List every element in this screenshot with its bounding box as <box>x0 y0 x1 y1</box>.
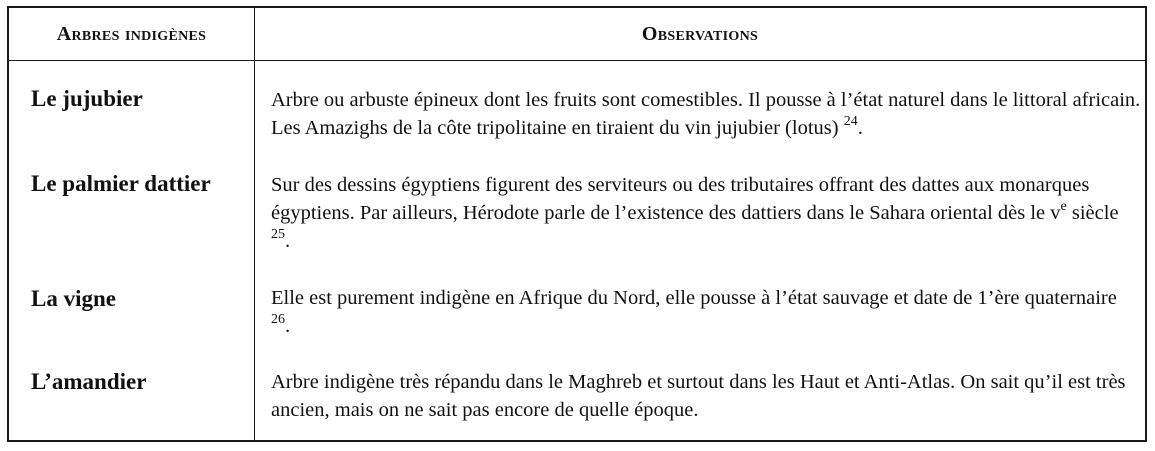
observation-text: Arbre ou arbuste épineux dont les fruits sont comestibles. Il pousse à l’état naturel dans le littoral africain. Les Amazighs de la côte tripolitaine en tiraient du vin jujubier (lotus) <box>271 89 1141 139</box>
footnote-ref: 26 <box>271 312 285 327</box>
tree-name-vigne: La vigne <box>31 286 116 311</box>
observation-end: . <box>285 230 291 252</box>
observation-text: Elle est purement indigène en Afrique du Nord, elle pousse à l’état sauvage et date de 1’ère quaternaire <box>271 287 1117 309</box>
observation-amandier <box>271 368 1141 424</box>
tree-name-amandier: L’amandier <box>31 369 147 394</box>
observation-end: . <box>857 117 863 139</box>
observation-end: . <box>285 315 291 337</box>
observation-text-2: siècle <box>1066 202 1119 224</box>
tree-name-jujubier: Le jujubier <box>31 86 143 111</box>
tree-name-palmier: Le palmier dattier <box>31 171 211 196</box>
observation-vigne <box>271 284 1141 340</box>
footnote-ref: 25 <box>271 227 285 242</box>
observation-text: Arbre indigène très répandu dans le Maghreb et surtout dans les Haut et Anti-Atlas. On sait qu’il est très ancien, mais on ne sait pas encore de quelle époque. <box>271 371 1126 421</box>
observation-palmier <box>271 171 1141 255</box>
header-observations: Observations <box>641 22 759 45</box>
column-divider <box>254 8 255 440</box>
observation-text: Sur des dessins égyptiens figurent des serviteurs ou des tributaires offrant des dattes aux monarques égyptiens. Par ailleurs, Hérodote parle de l’existence des dattiers dans le Sahara oriental dès le v <box>271 174 1090 224</box>
observation-jujubier <box>271 86 1141 142</box>
header-trees: Arbres indigènes <box>56 22 207 45</box>
header-divider <box>9 60 1145 61</box>
century-superscript: e <box>1060 199 1067 214</box>
footnote-ref: 24 <box>843 114 858 129</box>
trees-table <box>7 6 1147 442</box>
